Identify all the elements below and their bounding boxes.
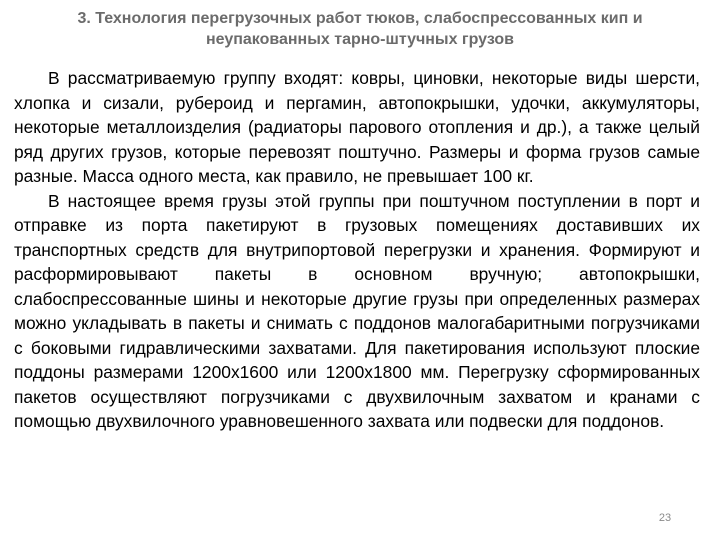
page-number: 23 [658,512,672,524]
body-paragraph-1: В рассматриваемую группу входят: ковры, циновки, некоторые виды шерсти, хлопка и сизали, рубероид и пергамин, автопокрышки, удочки, аккумуляторы, некоторые металлоизделия (радиаторы парового отопления и др.), а также целый ряд других грузов, которые перевозят поштучно. Размеры и форма грузов самые разные. Масса одного места, как правило, не превышает 100 кг. [14,68,700,186]
slide-title [30,8,690,50]
body-paragraph-2: В настоящее время грузы этой группы при поштучном поступлении в порт и отправке из порта пакетируют в грузовых помещениях доставивших их транспортных средств для внутрипортовой перегрузки и хранения. Формируют и расформировывают пакеты в основном вручную; автопокрышки, слабоспрессованные шины и некоторые другие грузы при определенных размерах можно укладывать в пакеты и снимать с поддонов малогабаритными погрузчиками с боковыми гидравлическими захватами. Для пакетирования используют плоские поддоны размерами 1200х1600 или 1200х1800 мм. Перегрузку сформированных пакетов осуществляют погрузчиками с двухвилочным захватом и кранами с помощью двухвилочного уравновешенного захвата или подвески для поддонов. [14,190,700,431]
slide-title-line-1: 3. Технология перегрузочных работ тюков, слабоспрессованных кип и [77,10,643,27]
slide-title-line-2: неупакованных тарно-штучных грузов [205,31,515,48]
slide-body [14,66,700,434]
